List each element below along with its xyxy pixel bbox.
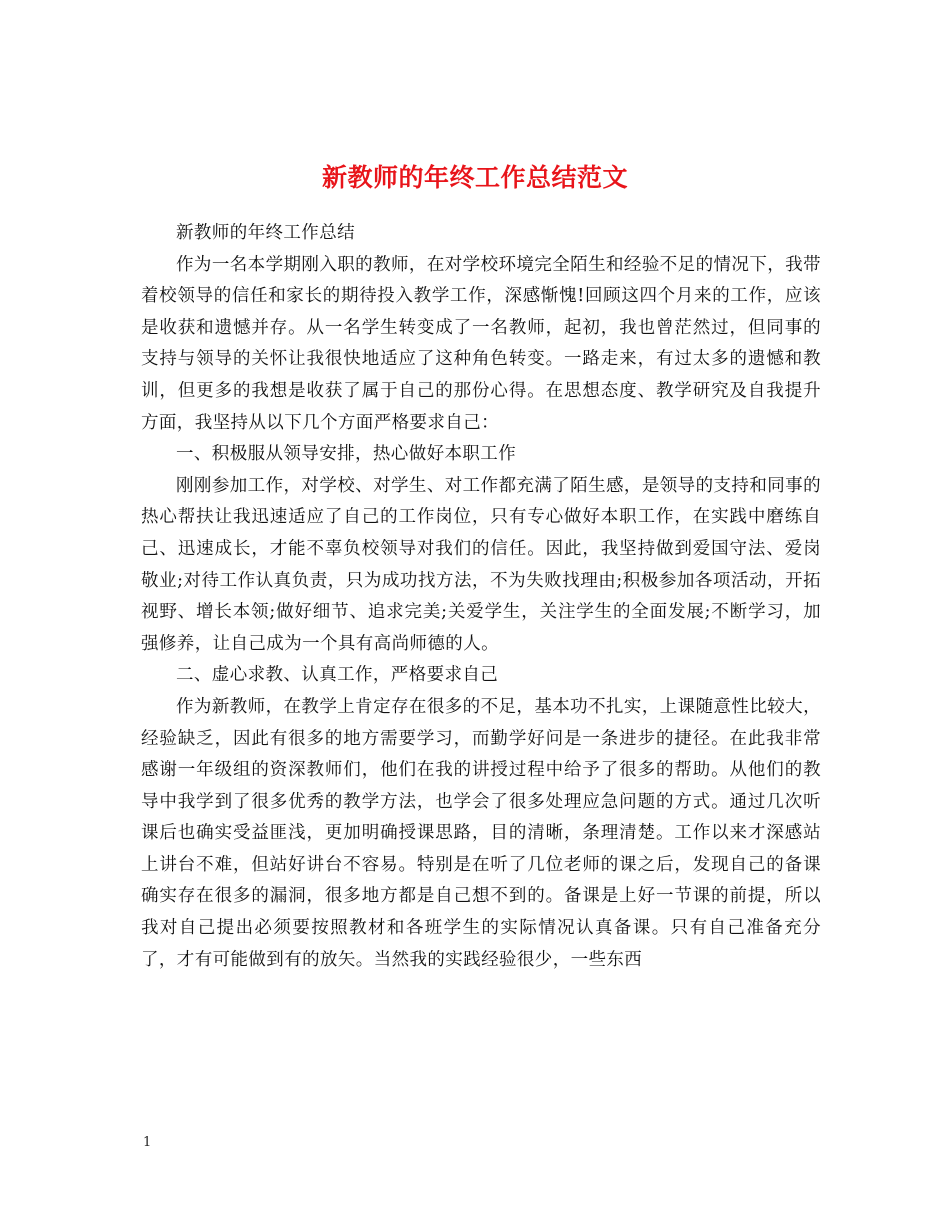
section-heading-2: 二、虚心求教、认真工作，严格要求自己: [176, 665, 499, 686]
document-body: [141, 218, 821, 976]
intro-paragraph: 作为一名本学期刚入职的教师，在对学校环境完全陌生和经验不足的情况下，我带着校领导的信任和家长的期待投入教学工作，深感惭愧!回顾这四个月来的工作，应该是收获和遗憾并存。从一名学生转变成了一名教师，起初，我也曾茫然过，但同事的支持与领导的关怀让我很快地适应了这种角色转变。一路走来，有过太多的遗憾和教训，但更多的我想是收获了属于自己的那份心得。在思想态度、教学研究及自我提升方面，我坚持从以下几个方面严格要求自己：: [141, 254, 821, 433]
section-heading-1: 一、积极服从领导安排，热心做好本职工作: [176, 444, 517, 465]
page-number: 1: [143, 1135, 152, 1150]
section-subtitle: 新教师的年终工作总结: [176, 223, 355, 243]
page-title: 新教师的年终工作总结范文: [321, 162, 628, 192]
section-2-paragraph: 作为新教师，在教学上肯定存在很多的不足，基本功不扎实，上课随意性比较大，经验缺乏，因此有很多的地方需要学习，而勤学好问是一条进步的捷径。在此我非常感谢一年级组的资深教师们，他们在我的讲授过程中给予了很多的帮助。从他们的教导中我学到了很多优秀的教学方法，也学会了很多处理应急问题的方式。通过几次听课后也确实受益匪浅，更加明确授课思路，目的清晰，条理清楚。工作以来才深感站上讲台不难，但站好讲台不容易。特别是在听了几位老师的课之后，发现自己的备课确实存在很多的漏洞，很多地方都是自己想不到的。备课是上好一节课的前提，所以我对自己提出必须要按照教材和各班学生的实际情况认真备课。只有自己准备充分了，才有可能做到有的放矢。当然我的实践经验很少，一些东西: [141, 696, 821, 970]
section-1-paragraph: 刚刚参加工作，对学校、对学生、对工作都充满了陌生感，是领导的支持和同事的热心帮扶让我迅速适应了自己的工作岗位，只有专心做好本职工作，在实践中磨练自己、迅速成长，才能不辜负校领导对我们的信任。因此，我坚持做到爱国守法、爱岗敬业;对待工作认真负责，只为成功找方法，不为失败找理由;积极参加各项活动，开拓视野、增长本领;做好细节、追求完美;关爱学生，关注学生的全面发展;不断学习，加强修养，让自己成为一个具有高尚师德的人。: [141, 475, 821, 654]
